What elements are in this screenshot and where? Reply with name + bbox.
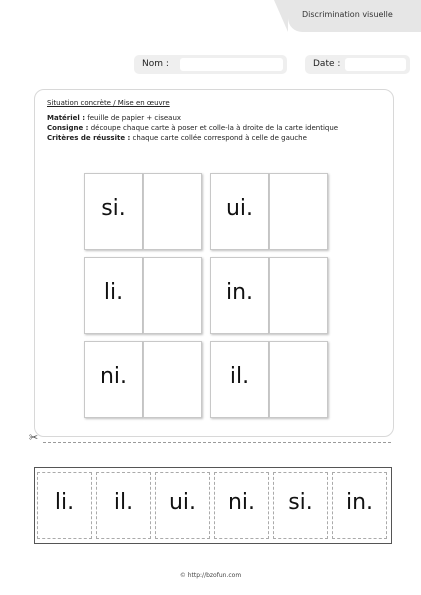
cutout-card[interactable] <box>212 468 271 543</box>
header-tab <box>288 0 421 32</box>
date-input[interactable] <box>345 58 406 71</box>
cutout-syllable: li. <box>54 490 75 515</box>
card-syllable: ni. <box>99 364 128 389</box>
cutout-card[interactable] <box>271 468 330 543</box>
cutout-strip <box>34 467 392 544</box>
consigne-label: Consigne : <box>47 124 89 132</box>
model-card <box>84 341 143 418</box>
materiel-text: feuille de papier + ciseaux <box>85 114 182 122</box>
scissors-icon: ✂ <box>29 431 39 444</box>
card-syllable: ui. <box>225 196 254 221</box>
cutout-syllable: il. <box>113 490 134 515</box>
card-syllable: il. <box>229 364 250 389</box>
card-syllable: in. <box>225 280 254 305</box>
name-field <box>134 55 287 74</box>
card-syllable: si. <box>101 196 126 221</box>
empty-slot-card[interactable] <box>269 173 328 250</box>
criteres-line <box>47 134 307 142</box>
cutout-card[interactable] <box>94 468 153 543</box>
cutout-card[interactable] <box>153 468 212 543</box>
empty-slot-card[interactable] <box>143 173 202 250</box>
criteres-text: chaque carte collée correspond à celle de gauche <box>130 134 307 142</box>
cutout-card[interactable] <box>330 468 389 543</box>
empty-slot-card[interactable] <box>143 257 202 334</box>
materiel-line <box>47 114 181 122</box>
situation-heading: Situation concrète / Mise en œuvre <box>47 99 170 107</box>
consigne-line <box>47 124 338 132</box>
materiel-label: Matériel : <box>47 114 86 122</box>
name-label: Nom : <box>142 59 169 69</box>
empty-slot-card[interactable] <box>143 341 202 418</box>
date-field <box>305 55 410 74</box>
page-title: Discrimination visuelle <box>302 10 393 19</box>
model-card <box>210 257 269 334</box>
cutout-syllable: ni. <box>227 490 256 515</box>
model-card <box>210 173 269 250</box>
card-syllable: li. <box>103 280 124 305</box>
cutout-card[interactable] <box>35 468 94 543</box>
cutout-syllable: in. <box>345 490 374 515</box>
footer-credit: © http://bzofun.com <box>179 572 242 579</box>
cut-line <box>43 442 391 443</box>
consigne-text: découpe chaque carte à poser et colle-la à droite de la carte identique <box>88 124 339 132</box>
model-card <box>84 173 143 250</box>
cutout-syllable: ui. <box>168 490 197 515</box>
empty-slot-card[interactable] <box>269 257 328 334</box>
cutout-syllable: si. <box>288 490 313 515</box>
date-label: Date : <box>313 59 341 69</box>
empty-slot-card[interactable] <box>269 341 328 418</box>
model-card <box>84 257 143 334</box>
criteres-label: Critères de réussite : <box>47 134 131 142</box>
model-card <box>210 341 269 418</box>
name-input[interactable] <box>180 58 283 71</box>
